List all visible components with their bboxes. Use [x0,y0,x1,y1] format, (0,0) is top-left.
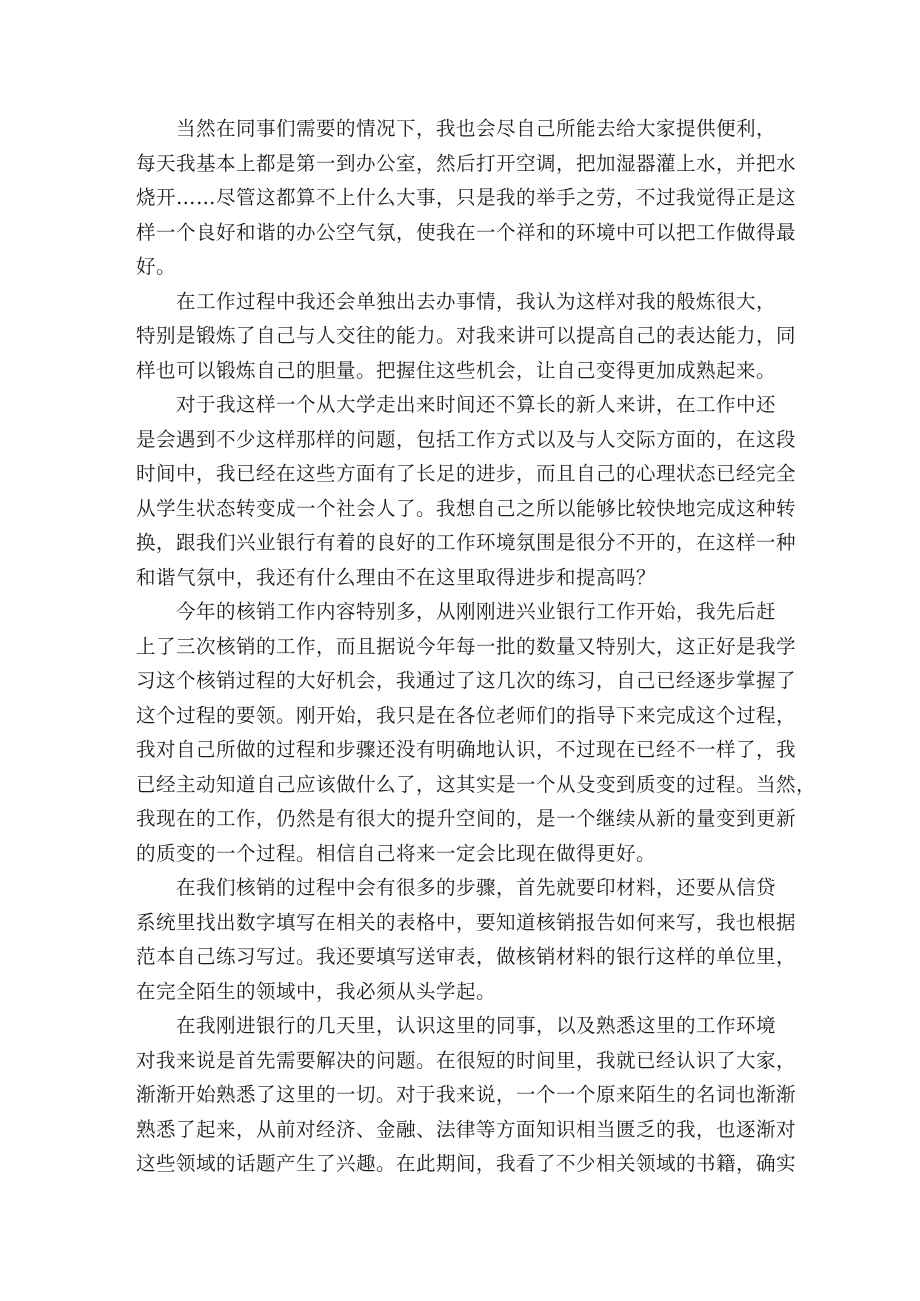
text-line: 上了三次核销的工作，而且据说今年每一批的数量又特别大，这正好是我学 [136,634,797,658]
text-line: 习这个核销过程的大好机会，我通过了这几次的练习，自己已经逐步掌握了 [136,669,797,692]
text-line: 我对自己所做的过程和步骤还没有明确地认识，不过现在已经不一样了，我 [136,738,797,761]
text-line: 在我们核销的过程中会有很多的步骤，首先就要印材料，还要从信贷 [176,876,777,899]
text-line: 时间中，我已经在这些方面有了长足的进步，而且自己的心理状态已经完全 [136,462,797,485]
text-line: 在完全陌生的领域中，我必须从头学起。 [136,979,497,1003]
text-line: 对我来说是首先需要解决的问题。在很短的时间里，我就已经认识了大家， [136,1048,797,1072]
text-line: 样一个良好和谐的办公空气氛，使我在一个祥和的环境中可以把工作做得最 [136,220,797,244]
text-line: 在工作过程中我还会单独出去办事情，我认为这样对我的般炼很大， [176,289,777,313]
text-line: 我现在的工作，仍然是有很大的提升空间的，是一个继续从新的量变到更新 [136,807,797,830]
text-line: 烧开……尽管这都算不上什么大事，只是我的举手之劳，不过我觉得正是这 [136,186,797,209]
paragraph-3 [136,388,797,595]
paragraph-6 [136,1009,797,1182]
text-line: 每天我基本上都是第一到办公室，然后打开空调，把加湿器灌上水，并把水 [136,151,797,175]
text-line: 样也可以锻炼自己的胆量。把握住这些机会，让自己变得更加成熟起来。 [136,358,777,382]
text-line: 和谐气氛中，我还有什么理由不在这里取得进步和提高吗？ [136,565,657,589]
text-line: 范本自己练习写过。我还要填写送审表，做核销材料的银行这样的单位里， [136,945,797,968]
paragraph-2 [136,285,797,389]
text-line: 对于我这样一个从大学走出来时间还不算长的新人来讲，在工作中还 [176,393,777,416]
text-line: 在我刚进银行的几天里，认识这里的同事，以及熟悉这里的工作环境 [176,1014,777,1037]
text-line: 好。 [136,255,177,278]
text-line: 的质变的一个过程。相信自己将来一定会比现在做得更好。 [136,841,657,865]
text-line: 渐渐开始熟悉了这里的一切。对于我来说，一个一个原来陌生的名词也渐渐 [136,1083,797,1106]
text-line: 这个过程的要领。刚开始，我只是在各位老师们的指导下来完成这个过程， [136,703,797,727]
text-line: 系统里找出数字填写在相关的表格中，要知道核销报告如何来写，我也根据 [136,910,797,934]
text-line: 从学生状态转变成一个社会人了。我想自己之所以能够比较快地完成这种转 [136,496,797,520]
text-line: 已经主动知道自己应该做什么了，这其实是一个从殳变到质变的过程。当然， [136,772,817,796]
document-body [136,112,817,1182]
text-line: 特别是锻炼了自己与人交往的能力。对我来讲可以提高自己的表达能力，同 [136,324,797,347]
text-line: 这些领域的话题产生了兴趣。在此期间，我看了不少相关领域的书籍，确实 [136,1152,797,1175]
text-line: 熟悉了起来，从前对经济、金融、法律等方面知识相当匮乏的我，也逐渐对 [136,1117,797,1141]
paragraph-1 [136,112,797,285]
text-line: 换，跟我们兴业银行有着的良好的工作环境氛围是很分不开的，在这样一种 [136,531,797,554]
text-line: 今年的核销工作内容特别多，从刚刚进兴业银行工作开始，我先后赶 [176,600,777,623]
text-line: 当然在同事们需要的情况下，我也会尽自己所能去给大家提供便利， [176,117,777,140]
text-line: 是会遇到不少这样那样的问题，包括工作方式以及与人交际方面的，在这段 [136,427,797,451]
paragraph-4 [136,595,817,871]
paragraph-5 [136,871,797,1009]
